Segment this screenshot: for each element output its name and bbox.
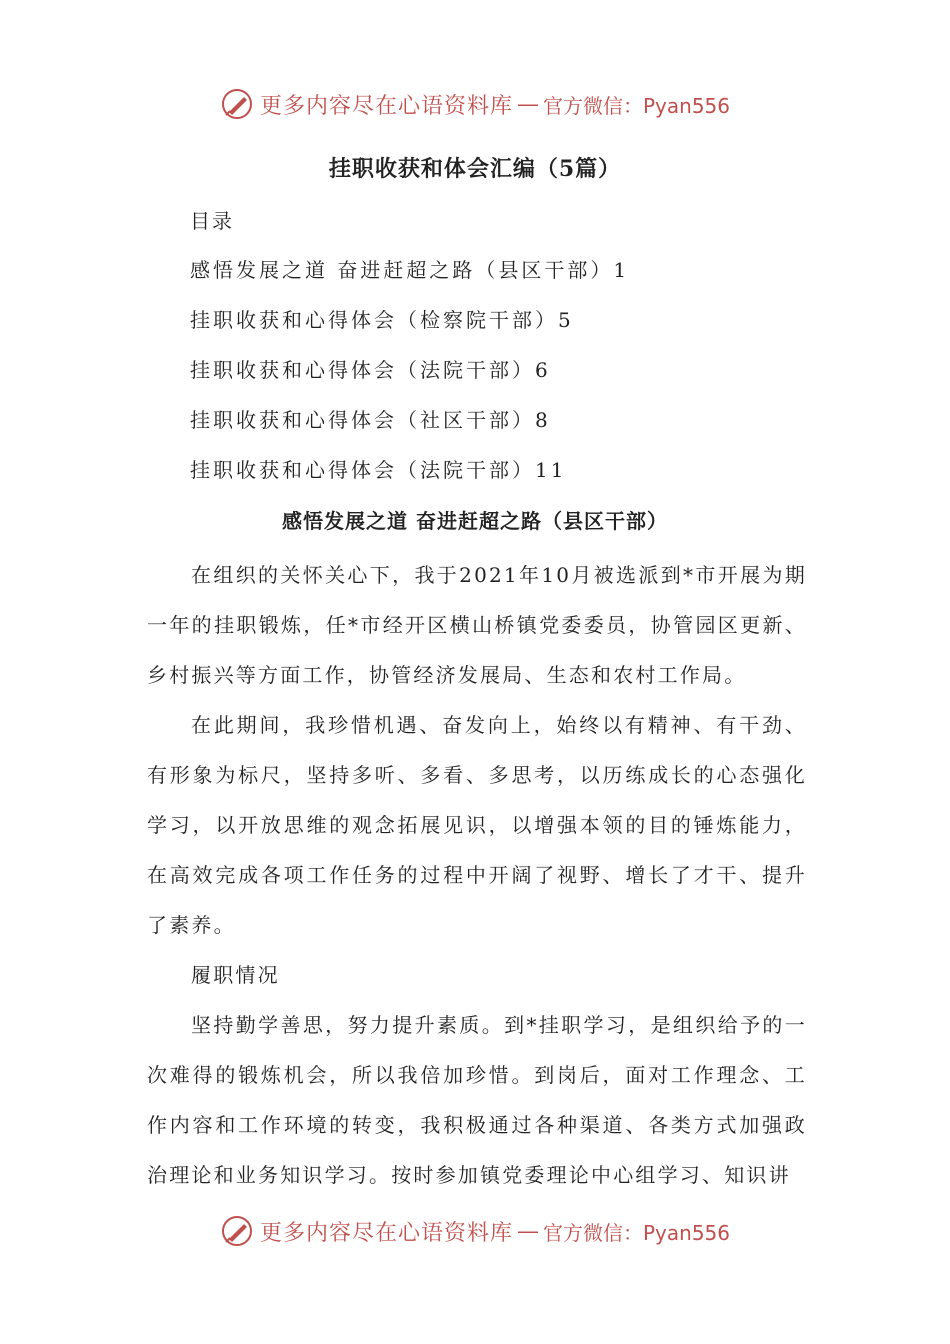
paragraph: 在组织的关怀关心下，我于2021年10月被选派到*市开展为期一年的挂职锻炼，任*市经开区横山桥镇党委委员，协管园区更新、乡村振兴等方面工作，协管经济发展局、生态和农村工作局。	[147, 563, 807, 687]
toc-item[interactable]: 感悟发展之道 奋进赶超之路（县区干部）1	[190, 258, 630, 282]
banner-separator: —	[517, 91, 539, 117]
banner-wechat: 官方微信：Pyan556	[543, 93, 731, 118]
paragraph: 在此期间，我珍惜机遇、奋发向上，始终以有精神、有干劲、有形象为标尺，坚持多听、多看、多思考，以历练成长的心态强化学习，以开放思维的观念拓展见识，以增强本领的目的锤炼能力，在高效完成各项工作任务的过程中开阔了视野、增长了才干、提升了素养。	[147, 713, 807, 937]
toc-heading: 目录	[190, 209, 234, 233]
body-text	[147, 550, 807, 1200]
watermark-banner-top	[0, 84, 950, 124]
banner-brand: 更多内容尽在心语资料库	[259, 1220, 513, 1246]
toc-item[interactable]: 挂职收获和心得体会（检察院干部）5	[190, 308, 574, 332]
paragraph-heading: 履职情况	[191, 963, 280, 987]
banner-separator: —	[517, 1218, 539, 1244]
table-of-contents	[190, 255, 629, 505]
section-title: 感悟发展之道 奋进赶超之路（县区干部）	[282, 509, 668, 533]
toc-item[interactable]: 挂职收获和心得体会（法院干部）6	[190, 358, 551, 382]
document-title: 挂职收获和体会汇编（5篇）	[328, 156, 622, 182]
paragraph: 坚持勤学善思，努力提升素质。到*挂职学习，是组织给予的一次难得的锻炼机会，所以我倍加珍惜。到岗后，面对工作理念、工作内容和工作环境的转变，我积极通过各种渠道、各类方式加强政治理论和业务知识学习。按时参加镇党委理论中心组学习、知识讲	[147, 1013, 807, 1187]
toc-item[interactable]: 挂职收获和心得体会（社区干部）8	[190, 408, 551, 432]
banner-wechat: 官方微信：Pyan556	[543, 1220, 731, 1245]
pen-logo-icon	[220, 1214, 254, 1248]
toc-item[interactable]: 挂职收获和心得体会（法院干部）11	[190, 458, 567, 482]
pen-logo-icon	[220, 87, 254, 121]
banner-brand: 更多内容尽在心语资料库	[259, 93, 513, 119]
watermark-banner-bottom	[0, 1211, 950, 1251]
